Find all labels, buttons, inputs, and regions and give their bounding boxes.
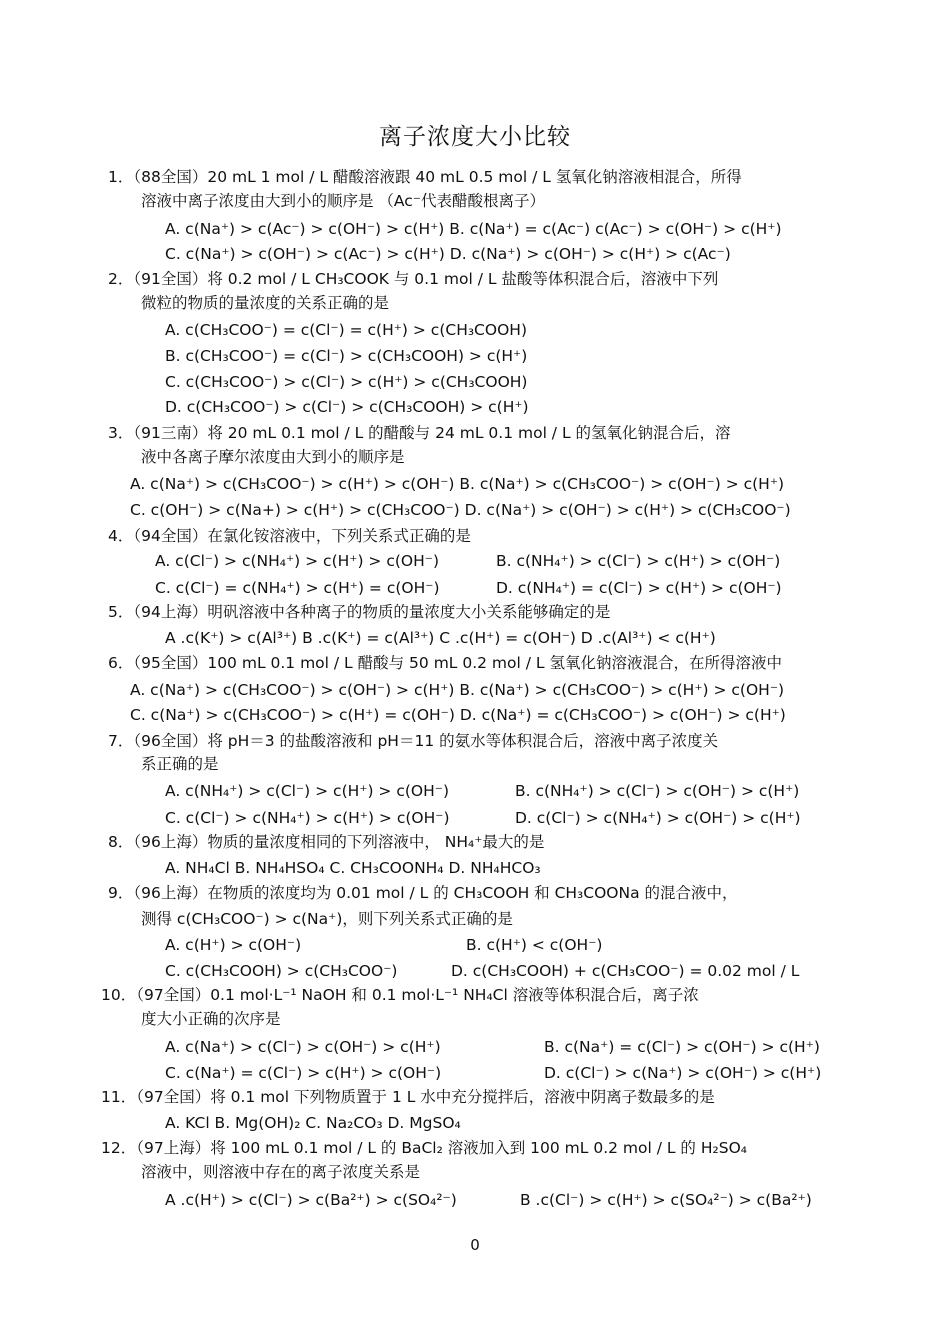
question-12: 12．（97上海）将 100 mL 0.1 mol / L 的 BaCl₂ 溶液加入到 100 mL 0.2 mol / L 的 H₂SO₄ <box>101 1139 747 1157</box>
q10-option-a: A. c(Na⁺) > c(Cl⁻) > c(OH⁻) > c(H⁺) <box>165 1038 441 1056</box>
q10-option-c: C. c(Na⁺) = c(Cl⁻) > c(H⁺) > c(OH⁻) <box>165 1064 442 1082</box>
question-10: 10．（97全国）0.1 mol·L⁻¹ NaOH 和 0.1 mol·L⁻¹ NH₄Cl 溶液等体积混合后，离子浓 <box>101 986 699 1004</box>
q9-option-c: C. c(CH₃COOH) > c(CH₃COO⁻) <box>165 962 398 980</box>
q12-option-b: B .c(Cl⁻) > c(H⁺) > c(SO₄²⁻) > c(Ba²⁺) <box>520 1191 812 1209</box>
q8-options: A. NH₄Cl B. NH₄HSO₄ C. CH₃COONH₄ D. NH₄HCO₃ <box>165 859 541 877</box>
q9-option-b: B. c(H⁺) < c(OH⁻) <box>466 936 603 954</box>
q2-option-c: C. c(CH₃COO⁻) > c(Cl⁻) > c(H⁺) > c(CH₃COOH) <box>165 373 528 391</box>
q6-options-ab: A. c(Na⁺) > c(CH₃COO⁻) > c(OH⁻) > c(H⁺) B. c(Na⁺) > c(CH₃COO⁻) > c(H⁺) > c(OH⁻) <box>130 681 785 699</box>
q4-option-c: C. c(Cl⁻) = c(NH₄⁺) > c(H⁺) = c(OH⁻) <box>155 579 440 597</box>
question-3: 3．（91三南）将 20 mL 0.1 mol / L 的醋酸与 24 mL 0.1 mol / L 的氢氧化钠混合后，溶 <box>108 424 731 442</box>
q10-option-d: D. c(Cl⁻) > c(Na⁺) > c(OH⁻) > c(H⁺) <box>544 1064 822 1082</box>
question-1-cont: 溶液中离子浓度由大到小的顺序是 （Ac⁻代表醋酸根离子） <box>141 192 545 210</box>
q3-options-cd: C. c(OH⁻) > c(Na+) > c(H⁺) > c(CH₃COO⁻) D. c(Na⁺) > c(OH⁻) > c(H⁺) > c(CH₃COO⁻) <box>130 501 791 519</box>
q5-options: A .c(K⁺) > c(Al³⁺) B .c(K⁺) = c(Al³⁺) C .c(H⁺) = c(OH⁻) D .c(Al³⁺) < c(H⁺) <box>165 629 716 647</box>
question-9: 9．（96上海）在物质的浓度均为 0.01 mol / L 的 CH₃COOH 和 CH₃COONa 的混合液中， <box>108 884 738 902</box>
q11-options: A. KCl B. Mg(OH)₂ C. Na₂CO₃ D. MgSO₄ <box>165 1114 461 1132</box>
question-1: 1．（88全国）20 mL 1 mol / L 醋酸溶液跟 40 mL 0.5 mol / L 氢氧化钠溶液相混合，所得 <box>108 168 742 186</box>
q6-options-cd: C. c(Na⁺) > c(CH₃COO⁻) > c(H⁺) = c(OH⁻) D. c(Na⁺) = c(CH₃COO⁻) > c(OH⁻) > c(H⁺) <box>130 706 786 724</box>
q10-option-b: B. c(Na⁺) = c(Cl⁻) > c(OH⁻) > c(H⁺) <box>544 1038 820 1056</box>
page-number: 0 <box>470 1236 480 1254</box>
question-11: 11．（97全国）将 0.1 mol 下列物质置于 1 L 水中充分搅拌后，溶液中阴离子数最多的是 <box>101 1088 715 1106</box>
q4-option-d: D. c(NH₄⁺) = c(Cl⁻) > c(H⁺) > c(OH⁻) <box>496 579 782 597</box>
q2-option-d: D. c(CH₃COO⁻) > c(Cl⁻) > c(CH₃COOH) > c(H⁺) <box>165 398 529 416</box>
question-7-cont: 系正确的是 <box>141 755 219 773</box>
question-3-cont: 液中各离子摩尔浓度由大到小的顺序是 <box>141 448 405 466</box>
question-8: 8．（96上海）物质的量浓度相同的下列溶液中， NH₄⁺最大的是 <box>108 833 545 851</box>
q3-options-ab: A. c(Na⁺) > c(CH₃COO⁻) > c(H⁺) > c(OH⁻) B. c(Na⁺) > c(CH₃COO⁻) > c(OH⁻) > c(H⁺) <box>130 475 785 493</box>
q4-option-a: A. c(Cl⁻) > c(NH₄⁺) > c(H⁺) > c(OH⁻) <box>155 552 440 570</box>
question-2: 2．（91全国）将 0.2 mol / L CH₃COOK 与 0.1 mol / L 盐酸等体积混合后，溶液中下列 <box>108 270 719 288</box>
q1-options-ab: A. c(Na⁺) > c(Ac⁻) > c(OH⁻) > c(H⁺) B. c(Na⁺) = c(Ac⁻) c(Ac⁻) > c(OH⁻) > c(H⁺) <box>165 220 782 238</box>
question-12-cont: 溶液中，则溶液中存在的离子浓度关系是 <box>141 1163 421 1181</box>
q9-option-a: A. c(H⁺) > c(OH⁻) <box>165 936 302 954</box>
q2-option-b: B. c(CH₃COO⁻) = c(Cl⁻) > c(CH₃COOH) > c(H⁺) <box>165 347 528 365</box>
q1-options-cd: C. c(Na⁺) > c(OH⁻) > c(Ac⁻) > c(H⁺) D. c(Na⁺) > c(OH⁻) > c(H⁺) > c(Ac⁻) <box>165 245 731 263</box>
question-4: 4．（94全国）在氯化铵溶液中，下列关系式正确的是 <box>108 527 471 545</box>
q4-option-b: B. c(NH₄⁺) > c(Cl⁻) > c(H⁺) > c(OH⁻) <box>496 552 781 570</box>
question-2-cont: 微粒的物质的量浓度的关系正确的是 <box>141 294 390 312</box>
q7-option-d: D. c(Cl⁻) > c(NH₄⁺) > c(OH⁻) > c(H⁺) <box>515 809 801 827</box>
q2-option-a: A. c(CH₃COO⁻) = c(Cl⁻) = c(H⁺) > c(CH₃COOH) <box>165 321 527 339</box>
question-10-cont: 度大小正确的次序是 <box>141 1010 281 1028</box>
q7-option-b: B. c(NH₄⁺) > c(Cl⁻) > c(OH⁻) > c(H⁺) <box>515 782 800 800</box>
question-5: 5．（94上海）明矾溶液中各种离子的物质的量浓度大小关系能够确定的是 <box>108 603 611 621</box>
q7-option-a: A. c(NH₄⁺) > c(Cl⁻) > c(H⁺) > c(OH⁻) <box>165 782 450 800</box>
question-9-cont: 测得 c(CH₃COO⁻) > c(Na⁺)，则下列关系式正确的是 <box>141 910 513 928</box>
q12-option-a: A .c(H⁺) > c(Cl⁻) > c(Ba²⁺) > c(SO₄²⁻) <box>165 1191 457 1209</box>
question-6: 6．（95全国）100 mL 0.1 mol / L 醋酸与 50 mL 0.2 mol / L 氢氧化钠溶液混合，在所得溶液中 <box>108 654 782 672</box>
page-title: 离子浓度大小比较 <box>379 124 571 150</box>
q9-option-d: D. c(CH₃COOH) + c(CH₃COO⁻) = 0.02 mol / L <box>451 962 800 980</box>
q7-option-c: C. c(Cl⁻) > c(NH₄⁺) > c(H⁺) > c(OH⁻) <box>165 809 450 827</box>
question-7: 7．（96全国）将 pH＝3 的盐酸溶液和 pH＝11 的氨水等体积混合后，溶液中离子浓度关 <box>108 732 719 750</box>
